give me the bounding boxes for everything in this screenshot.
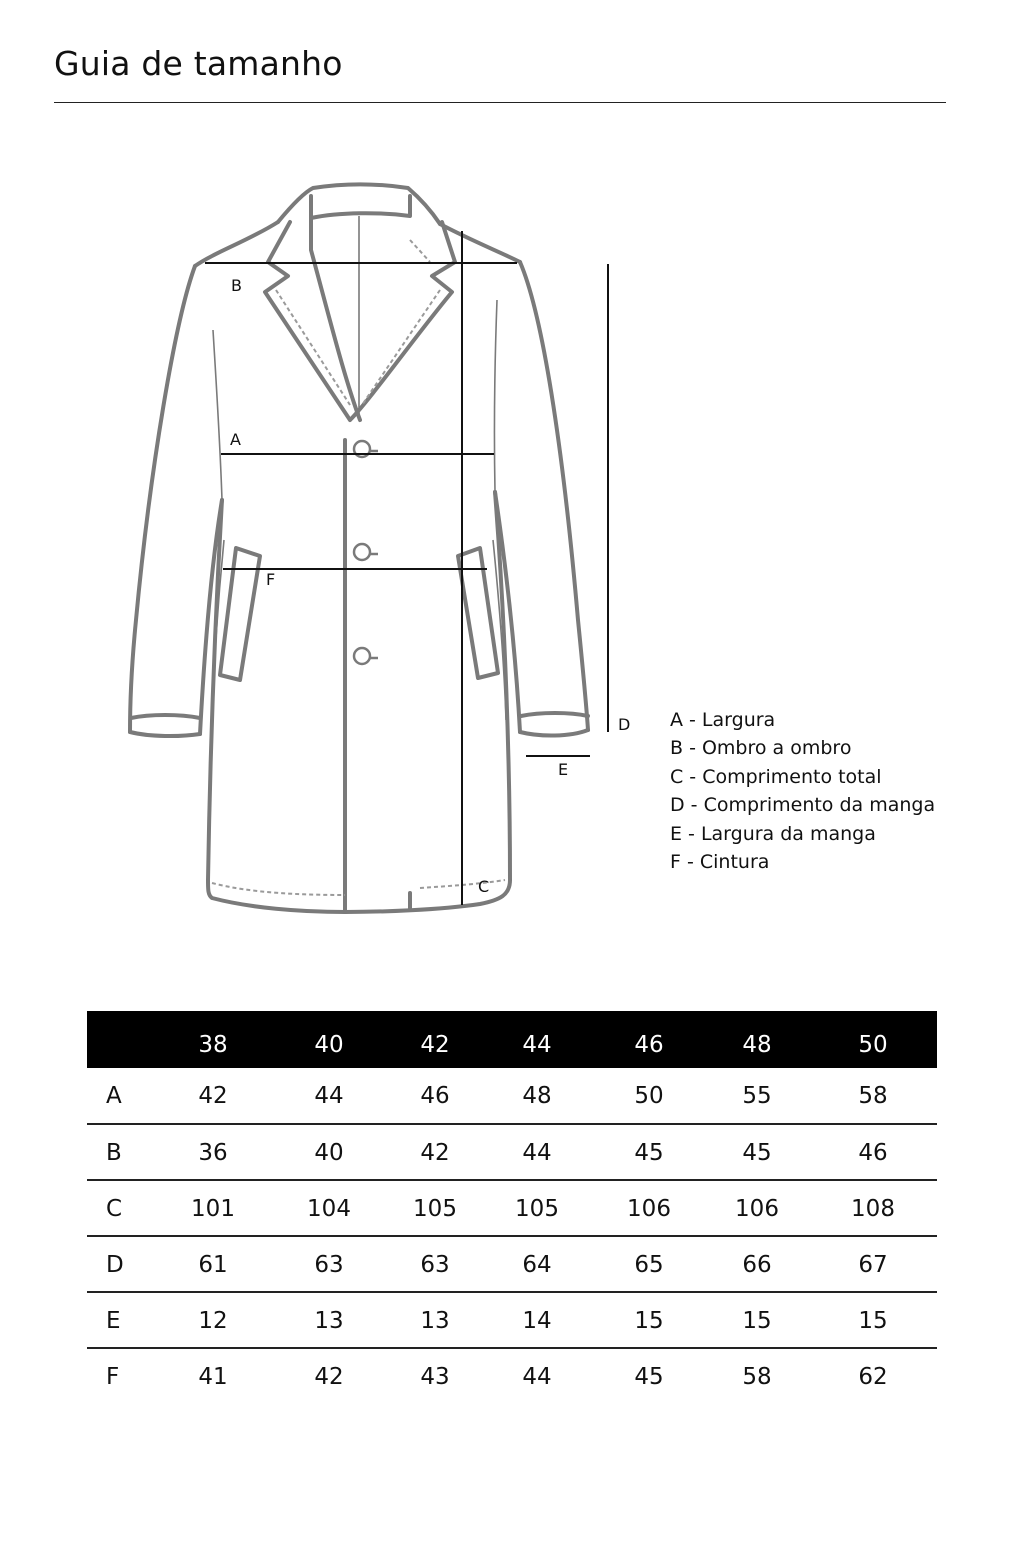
table-cell: 44 bbox=[522, 1364, 552, 1390]
size-header: 44 bbox=[522, 1031, 552, 1058]
row-label: B bbox=[87, 1124, 157, 1180]
table-cell: 14 bbox=[481, 1292, 593, 1348]
table-row bbox=[87, 1292, 937, 1348]
measurement-legend bbox=[670, 706, 935, 876]
table-cell: 48 bbox=[481, 1068, 593, 1124]
table-cell: 44 bbox=[481, 1124, 593, 1180]
legend-item-a: A - Largura bbox=[670, 709, 776, 731]
table-row bbox=[87, 1180, 937, 1236]
table-cell: 67 bbox=[809, 1236, 937, 1292]
size-header: 46 bbox=[634, 1031, 664, 1058]
table-cell: 15 bbox=[705, 1292, 809, 1348]
label-e: E bbox=[558, 760, 569, 779]
label-a: A bbox=[230, 430, 241, 449]
table-cell: 45 bbox=[634, 1364, 664, 1390]
table-cell: 55 bbox=[705, 1068, 809, 1124]
header-corner bbox=[87, 1011, 157, 1068]
table-cell: 40 bbox=[269, 1124, 389, 1180]
legend-item-e: E - Largura da manga bbox=[670, 822, 876, 845]
table-row bbox=[87, 1068, 937, 1124]
table-cell: 15 bbox=[809, 1292, 937, 1348]
table-cell: 43 bbox=[420, 1364, 450, 1390]
legend-item-b: B - Ombro a ombro bbox=[670, 737, 852, 760]
table-cell: 105 bbox=[389, 1180, 481, 1236]
table-cell: 45 bbox=[593, 1124, 705, 1180]
table-cell: 46 bbox=[389, 1068, 481, 1124]
label-b: B bbox=[231, 276, 242, 295]
row-label: C bbox=[87, 1180, 157, 1236]
table-cell: 65 bbox=[593, 1236, 705, 1292]
row-label: F bbox=[106, 1364, 120, 1390]
table-cell: 46 bbox=[809, 1124, 937, 1180]
table-cell: 50 bbox=[593, 1068, 705, 1124]
table-cell: 106 bbox=[593, 1180, 705, 1236]
table-cell: 62 bbox=[858, 1364, 888, 1390]
legend-item-d: D - Comprimento da manga bbox=[670, 794, 936, 817]
table-row bbox=[87, 1124, 937, 1180]
table-cell: 36 bbox=[157, 1124, 269, 1180]
table-cell: 105 bbox=[481, 1180, 593, 1236]
legend-item-c: C - Comprimento total bbox=[670, 765, 882, 788]
table-cell: 58 bbox=[742, 1364, 772, 1390]
size-header: 50 bbox=[858, 1031, 888, 1058]
table-cell: 42 bbox=[389, 1124, 481, 1180]
label-f: F bbox=[266, 570, 276, 589]
table-cell: 104 bbox=[269, 1180, 389, 1236]
table-row bbox=[87, 1348, 937, 1404]
table-cell: 45 bbox=[705, 1124, 809, 1180]
table-cell: 58 bbox=[809, 1068, 937, 1124]
label-c: C bbox=[478, 877, 490, 896]
table-cell: 12 bbox=[157, 1292, 269, 1348]
table-cell: 41 bbox=[198, 1364, 228, 1390]
table-cell: 64 bbox=[481, 1236, 593, 1292]
table-cell: 106 bbox=[705, 1180, 809, 1236]
page-title: Guia de tamanho bbox=[54, 44, 343, 83]
table-cell: 13 bbox=[269, 1292, 389, 1348]
size-header: 40 bbox=[314, 1031, 344, 1058]
size-table bbox=[87, 1011, 937, 1404]
table-cell: 44 bbox=[269, 1068, 389, 1124]
table-cell: 42 bbox=[314, 1364, 344, 1390]
table-cell: 101 bbox=[157, 1180, 269, 1236]
table-cell: 63 bbox=[389, 1236, 481, 1292]
size-header: 38 bbox=[198, 1031, 228, 1058]
table-row bbox=[87, 1236, 937, 1292]
table-cell: 13 bbox=[389, 1292, 481, 1348]
legend-item-f: F - Cintura bbox=[670, 851, 770, 874]
size-header: 48 bbox=[742, 1031, 772, 1058]
coat-buttons bbox=[354, 441, 378, 664]
size-header-row bbox=[87, 1011, 937, 1068]
label-d: D bbox=[618, 715, 631, 734]
table-cell: 66 bbox=[705, 1236, 809, 1292]
table-cell: 61 bbox=[157, 1236, 269, 1292]
table-cell: 108 bbox=[809, 1180, 937, 1236]
table-cell: 15 bbox=[593, 1292, 705, 1348]
table-cell: 63 bbox=[269, 1236, 389, 1292]
row-label: A bbox=[87, 1068, 157, 1124]
row-label: E bbox=[87, 1292, 157, 1348]
table-cell: 42 bbox=[157, 1068, 269, 1124]
row-label: D bbox=[87, 1236, 157, 1292]
size-header: 42 bbox=[420, 1031, 450, 1058]
